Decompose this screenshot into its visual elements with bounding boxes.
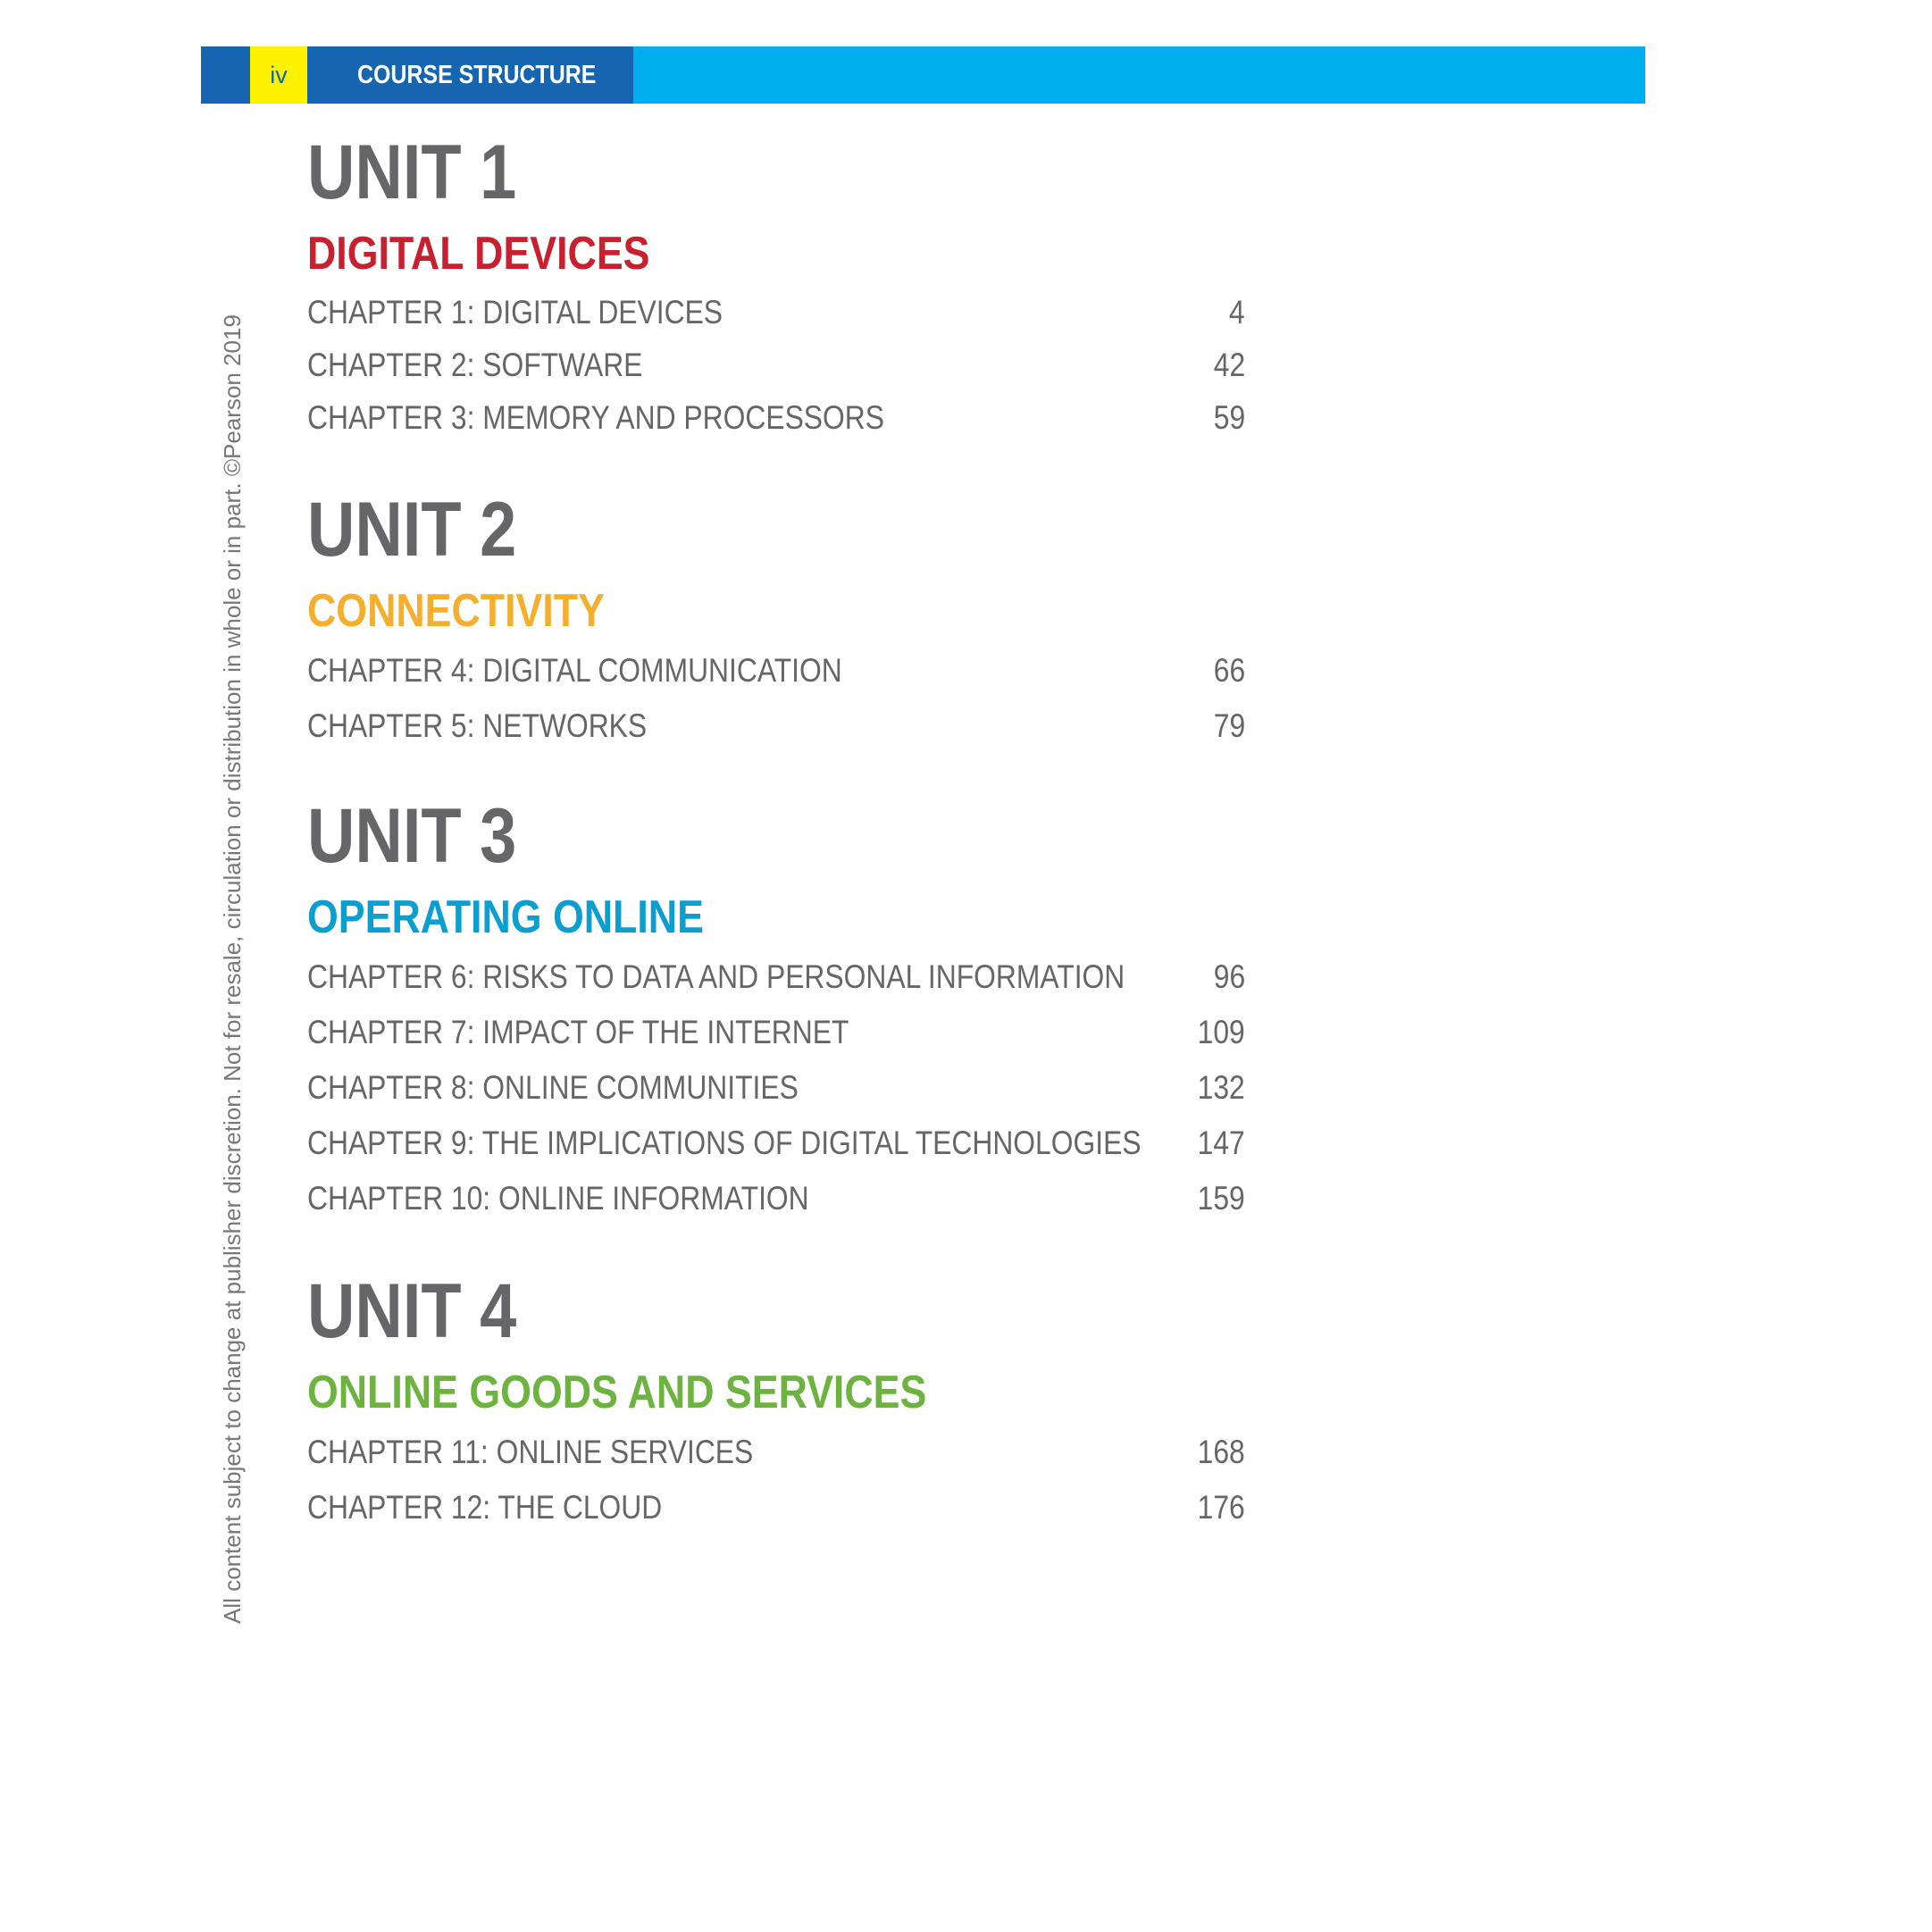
chapter-page-number: 176 (1197, 1489, 1245, 1526)
chapter-row (307, 1005, 1245, 1060)
chapter-row (307, 1060, 1245, 1116)
chapter-page-number: 59 (1213, 399, 1245, 436)
chapter-title: CHAPTER 12: THE CLOUD (307, 1489, 663, 1526)
chapter-title: CHAPTER 4: DIGITAL COMMUNICATION (307, 652, 842, 689)
chapter-row (307, 1171, 1245, 1226)
chapter-row (307, 1116, 1245, 1171)
page-number: iv (250, 46, 307, 104)
chapter-row (307, 643, 1245, 698)
chapter-page-number: 66 (1213, 652, 1245, 689)
chapter-title: CHAPTER 3: MEMORY AND PROCESSORS (307, 399, 884, 436)
chapter-list (307, 949, 1245, 1226)
chapter-page-number: 147 (1197, 1125, 1245, 1161)
chapter-title: CHAPTER 8: ONLINE COMMUNITIES (307, 1069, 799, 1106)
chapter-title: CHAPTER 11: ONLINE SERVICES (307, 1434, 754, 1470)
unit-title: UNIT 3 (307, 793, 517, 879)
chapter-list (307, 1425, 1245, 1535)
chapter-row (307, 339, 1245, 391)
chapter-title: CHAPTER 7: IMPACT OF THE INTERNET (307, 1014, 849, 1050)
chapter-title: CHAPTER 1: DIGITAL DEVICES (307, 294, 723, 330)
chapter-page-number: 109 (1197, 1014, 1245, 1050)
unit-subtitle: CONNECTIVITY (307, 585, 605, 637)
unit-subtitle: DIGITAL DEVICES (307, 228, 650, 280)
chapter-row (307, 286, 1245, 339)
chapter-row (307, 949, 1245, 1005)
section-title: COURSE STRUCTURE (357, 61, 597, 89)
unit-1 (307, 130, 1245, 444)
chapter-page-number: 168 (1197, 1434, 1245, 1470)
chapter-page-number: 159 (1197, 1180, 1245, 1217)
chapter-row (307, 1425, 1245, 1480)
unit-3 (307, 793, 1245, 1226)
unit-title: UNIT 2 (307, 487, 517, 573)
chapter-row (307, 391, 1245, 444)
unit-title: UNIT 1 (307, 130, 517, 215)
unit-title: UNIT 4 (307, 1268, 517, 1354)
chapter-title: CHAPTER 10: ONLINE INFORMATION (307, 1180, 809, 1217)
unit-subtitle: ONLINE GOODS AND SERVICES (307, 1367, 927, 1418)
chapter-page-number: 132 (1197, 1069, 1245, 1106)
copyright-notice: All content subject to change at publisher discretion. Not for resale, circulation or distribution in whole or in part. ©Pearson 2019 (219, 314, 246, 1624)
chapter-title: CHAPTER 9: THE IMPLICATIONS OF DIGITAL TECHNOLOGIES (307, 1125, 1142, 1161)
chapter-row (307, 1480, 1245, 1535)
chapter-page-number: 42 (1213, 347, 1245, 383)
chapter-list (307, 643, 1245, 754)
unit-2 (307, 487, 1245, 754)
chapter-page-number: 79 (1213, 707, 1245, 744)
chapter-list (307, 286, 1245, 444)
chapter-title: CHAPTER 2: SOFTWARE (307, 347, 643, 383)
header-title-block (201, 46, 633, 104)
chapter-row (307, 698, 1245, 754)
chapter-page-number: 4 (1229, 294, 1245, 330)
unit-subtitle: OPERATING ONLINE (307, 891, 704, 943)
chapter-page-number: 96 (1213, 958, 1245, 995)
chapter-title: CHAPTER 6: RISKS TO DATA AND PERSONAL INFORMATION (307, 958, 1125, 995)
header-bar (201, 46, 1645, 104)
unit-4 (307, 1268, 1245, 1535)
chapter-title: CHAPTER 5: NETWORKS (307, 707, 648, 744)
